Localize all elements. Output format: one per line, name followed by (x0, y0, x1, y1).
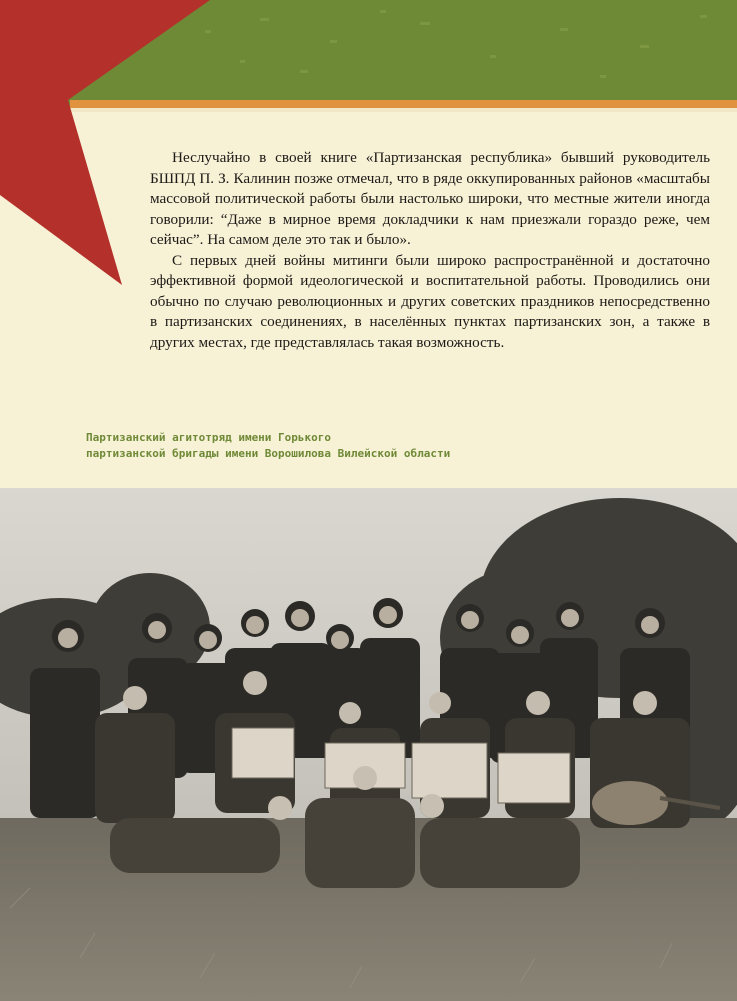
photo-illustration (0, 488, 737, 1001)
paragraph-1: Неслучайно в своей книге «Партизанская республика» бывший руководитель БШПД П. З. Калинин позже отмечал, что в ряде оккупированных районов «масштабы массовой политической работы были настолько широки, что местные жители иногда говорили: “Даже в мирное время докладчики к нам приезжали гораздо реже, чем сейчас”. На самом деле это так и было». (150, 149, 710, 248)
caption-line-2: партизанской бригады имени Ворошилова Вилейской области (86, 447, 451, 460)
paragraph-2: С первых дней войны митинги были широко распространённой и достаточно эффективной формой идеологической и воспитательной работы. Проводились они обычно по случаю революционных и других советских праздников непосредственно в партизанских соединениях, в населённых пунктах партизанских зон, а также в других местах, где представлялась такая возможность. (150, 251, 710, 351)
caption-line-1: Партизанский агитотряд имени Горького (86, 431, 332, 444)
photo-caption (86, 430, 606, 462)
group-photograph (0, 488, 737, 1001)
body-text (150, 148, 710, 353)
